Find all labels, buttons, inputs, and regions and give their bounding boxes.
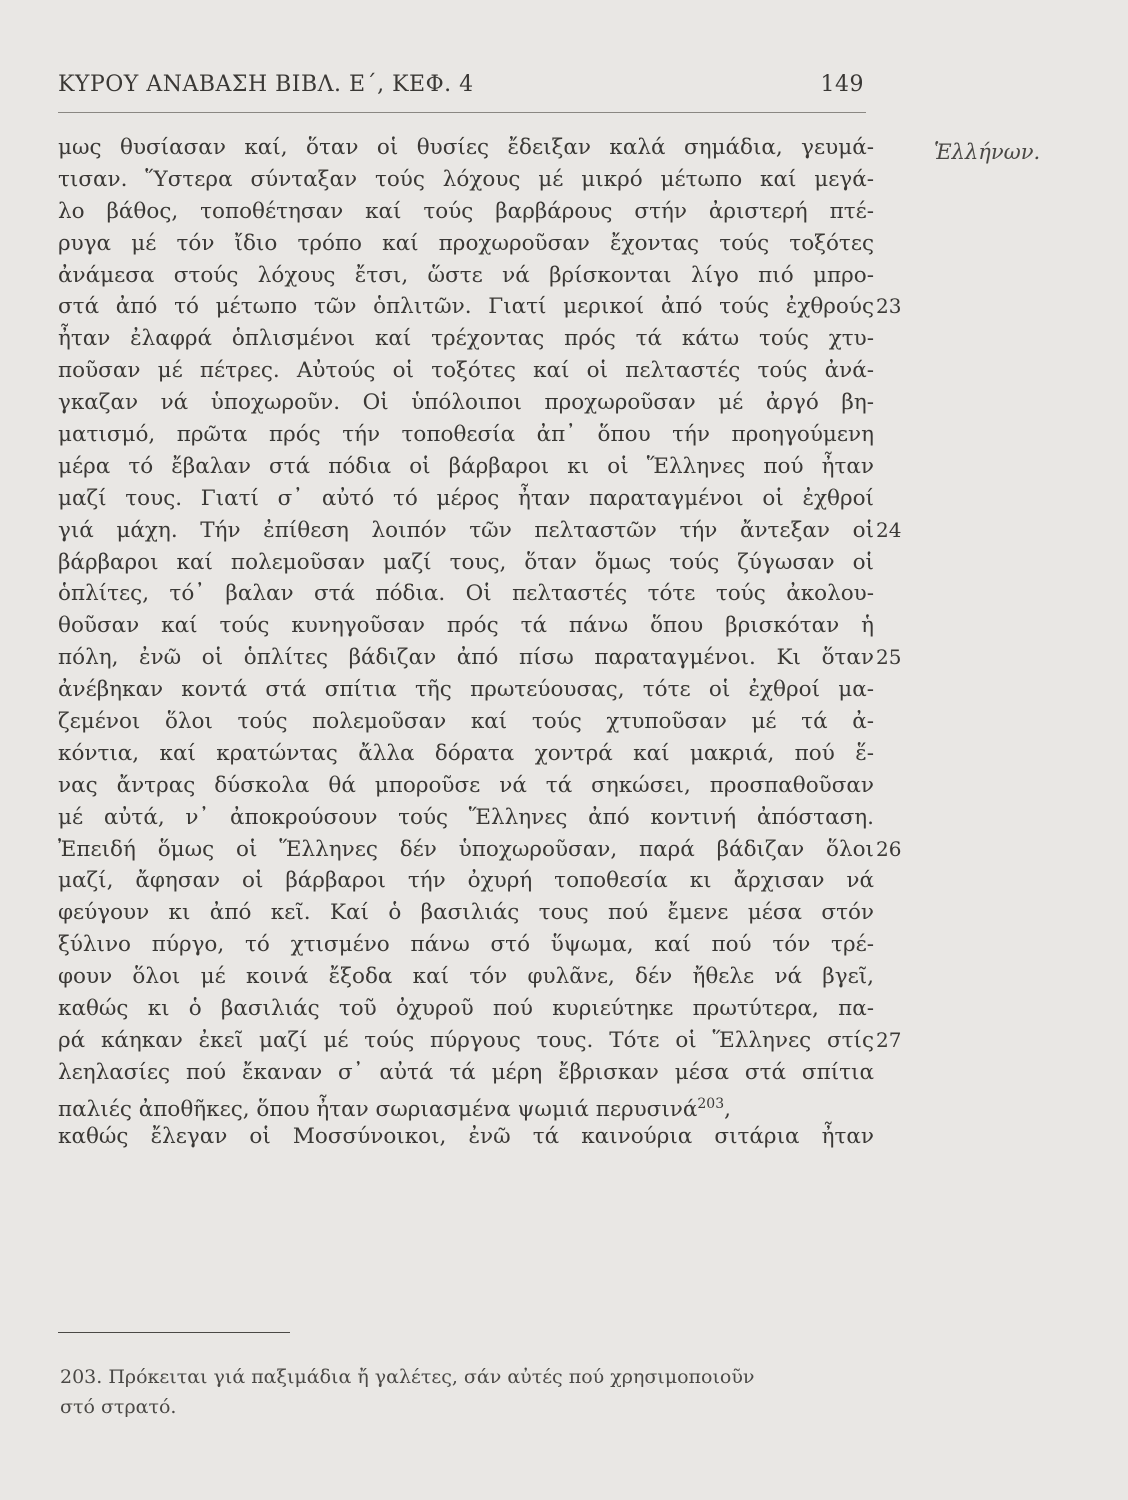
text-line: [58, 738, 874, 770]
section-number: 23: [876, 294, 902, 319]
line-text: καθώς ἔλεγαν οἱ Μοσσύνοικοι, ἐνῶ τά καινούρια σιτάρια ἦταν: [58, 1123, 874, 1149]
line-text: ποῦσαν μέ πέτρες. Αὐτούς οἱ τοξότες καί οἱ πελταστές τούς ἀνά-: [58, 358, 874, 384]
line-text: βάρβαροι καί πολεμοῦσαν μαζί τους, ὅταν ὅμως τούς ζύγωσαν οἱ: [58, 549, 874, 575]
line-text: γιά μάχη. Τήν ἐπίθεση λοιπόν τῶν πελταστῶν τήν ἄντεξαν οἱ: [58, 517, 874, 543]
text-line: [58, 515, 902, 547]
line-text: μέ αὐτά, ν᾽ ἀποκρούσουν τούς Ἕλληνες ἀπό κοντινή ἀπόσταση.: [58, 804, 874, 830]
footnote-rule: [58, 1332, 290, 1333]
text-line: [58, 228, 874, 260]
line-text: ὁπλίτες, τό᾽ βαλαν στά πόδια. Οἱ πελταστές τότε τούς ἀκολου-: [58, 581, 874, 607]
text-line: [58, 834, 902, 866]
text-line: [58, 897, 874, 929]
text-line: [58, 961, 874, 993]
line-text: στά ἀπό τό μέτωπο τῶν ὁπλιτῶν. Γιατί μερικοί ἀπό τούς ἐχθρούς: [58, 294, 874, 320]
line-text: ἀνάμεσα στούς λόχους ἔτσι, ὥστε νά βρίσκονται λίγο πιό μπρο-: [58, 262, 874, 288]
running-header: [58, 72, 866, 106]
text-line: [58, 802, 874, 834]
header-title: ΚΥΡΟΥ ΑΝΑΒΑΣΗ ΒΙΒΛ. Ε΄, ΚΕΦ. 4: [58, 72, 474, 97]
line-text: μως θυσίασαν καί, ὅταν οἱ θυσίες ἔδειξαν καλά σημάδια, γευμά-: [58, 135, 874, 160]
text-line: [58, 610, 874, 642]
section-number: 24: [876, 517, 902, 542]
text-line: [58, 323, 874, 355]
line-text: τισαν. Ὕστερα σύνταξαν τούς λόχους μέ μικρό μέτωπο καί μεγά-: [58, 166, 874, 192]
text-line: [58, 642, 902, 674]
text-line: [58, 483, 874, 515]
text-line: [58, 132, 874, 164]
text-line: [58, 578, 874, 610]
footnote-line: στό στρατό.: [60, 1396, 177, 1418]
text-line: [58, 260, 874, 292]
line-text: ξύλινο πύργο, τό χτισμένο πάνω στό ὕψωμα, καί πού τόν τρέ-: [58, 932, 874, 958]
line-text: φεύγουν κι ἀπό κεῖ. Καί ὁ βασιλιάς τους πού ἔμενε μέσα στόν: [58, 900, 874, 926]
text-line: [58, 706, 874, 738]
line-text: μαζί τους. Γιατί σ᾽ αὐτό τό μέρος ἦταν παραταγμένοι οἱ ἐχθροί: [58, 485, 874, 511]
text-line: [58, 865, 874, 897]
line-text: ζεμένοι ὅλοι τούς πολεμοῦσαν καί τούς χτυποῦσαν μέ τά ἀ-: [58, 709, 874, 735]
section-number: 26: [876, 836, 902, 861]
line-text-tail: ,: [724, 1096, 731, 1122]
page-number: 149: [820, 72, 864, 97]
line-text: ἦταν ἐλαφρά ὁπλισμένοι καί τρέχοντας πρός τά κάτω τούς χτυ-: [58, 326, 874, 352]
line-text: καθώς κι ὁ βασιλιάς τοῦ ὀχυροῦ πού κυριεύτηκε πρωτύτερα, πα-: [58, 996, 874, 1022]
text-line: [58, 1121, 874, 1153]
line-text: ἀνέβηκαν κοντά στά σπίτια τῆς πρωτεύουσας, τότε οἱ ἐχθροί μα-: [58, 677, 874, 703]
line-text: μαζί, ἄφησαν οἱ βάρβαροι τήν ὀχυρή τοποθεσία κι ἄρχισαν νά: [58, 868, 874, 894]
line-text-main: παλιές ἀποθῆκες, ὅπου ἦταν σωριασμένα ψωμιά περυσινά: [58, 1096, 698, 1122]
text-line: [58, 993, 874, 1025]
line-text: γκαζαν νά ὑποχωροῦν. Οἱ ὑπόλοιποι προχωροῦσαν μέ ἀργό βη-: [58, 390, 874, 416]
line-text: μέρα τό ἔβαλαν στά πόδια οἱ βάρβαροι κι οἱ Ἕλληνες πού ἦταν: [58, 453, 874, 479]
text-line: [58, 929, 874, 961]
line-text: φουν ὅλοι μέ κοινά ἔξοδα καί τόν φυλᾶνε, δέν ἤθελε νά βγεῖ,: [58, 964, 874, 990]
line-text: ματισμό, πρῶτα πρός τήν τοποθεσία ἀπ᾽ ὅπου τήν προηγούμενη: [58, 422, 874, 448]
text-line: [58, 164, 874, 196]
text-line: [58, 387, 874, 419]
text-line: [58, 196, 874, 228]
footnote: [60, 1362, 880, 1422]
text-line: [58, 1089, 874, 1121]
text-line: [58, 674, 874, 706]
footnote-line: 203. Πρόκειται γιά παξιμάδια ἤ γαλέτες, σάν αὐτές πού χρησιμοποιοῦν: [60, 1366, 755, 1388]
text-line: [58, 770, 874, 802]
line-text: κόντια, καί κρατώντας ἄλλα δόρατα χοντρά καί μακριά, πού ἕ-: [58, 740, 874, 766]
section-number: 25: [876, 645, 902, 670]
text-line: [58, 1057, 874, 1089]
text-line: [58, 547, 874, 579]
line-text: Ἐπειδή ὅμως οἱ Ἕλληνες δέν ὑποχωροῦσαν, παρά βάδιζαν ὅλοι: [58, 836, 874, 862]
header-rule: [58, 112, 866, 113]
line-text: νας ἄντρας δύσκολα θά μποροῦσε νά τά σηκώσει, προσπαθοῦσαν: [58, 772, 874, 798]
text-line: [58, 419, 874, 451]
text-line: [58, 355, 874, 387]
body-text: [58, 132, 902, 1153]
line-text: λο βάθος, τοποθέτησαν καί τούς βαρβάρους στήν ἀριστερή πτέ-: [58, 198, 874, 224]
section-number: 27: [876, 1027, 902, 1052]
line-text: θοῦσαν καί τούς κυνηγοῦσαν πρός τά πάνω ὅπου βρισκόταν ἡ: [58, 613, 874, 639]
text-line: [58, 291, 902, 323]
line-text: λεηλασίες πού ἔκαναν σ᾽ αὐτά τά μέρη ἔβρισκαν μέσα στά σπίτια: [58, 1059, 874, 1085]
margin-note: Ἑλλήνων.: [934, 140, 1041, 164]
footnote-ref: 203: [697, 1095, 725, 1112]
line-text: πόλη, ἐνῶ οἱ ὁπλίτες βάδιζαν ἀπό πίσω παραταγμένοι. Κι ὅταν: [58, 645, 874, 671]
text-line: [58, 1025, 902, 1057]
line-text: ρά κάηκαν ἐκεῖ μαζί μέ τούς πύργους τους. Τότε οἱ Ἕλληνες στίς: [58, 1027, 874, 1053]
line-text: ρυγα μέ τόν ἴδιο τρόπο καί προχωροῦσαν ἔχοντας τούς τοξότες: [58, 230, 874, 256]
text-line: [58, 451, 874, 483]
